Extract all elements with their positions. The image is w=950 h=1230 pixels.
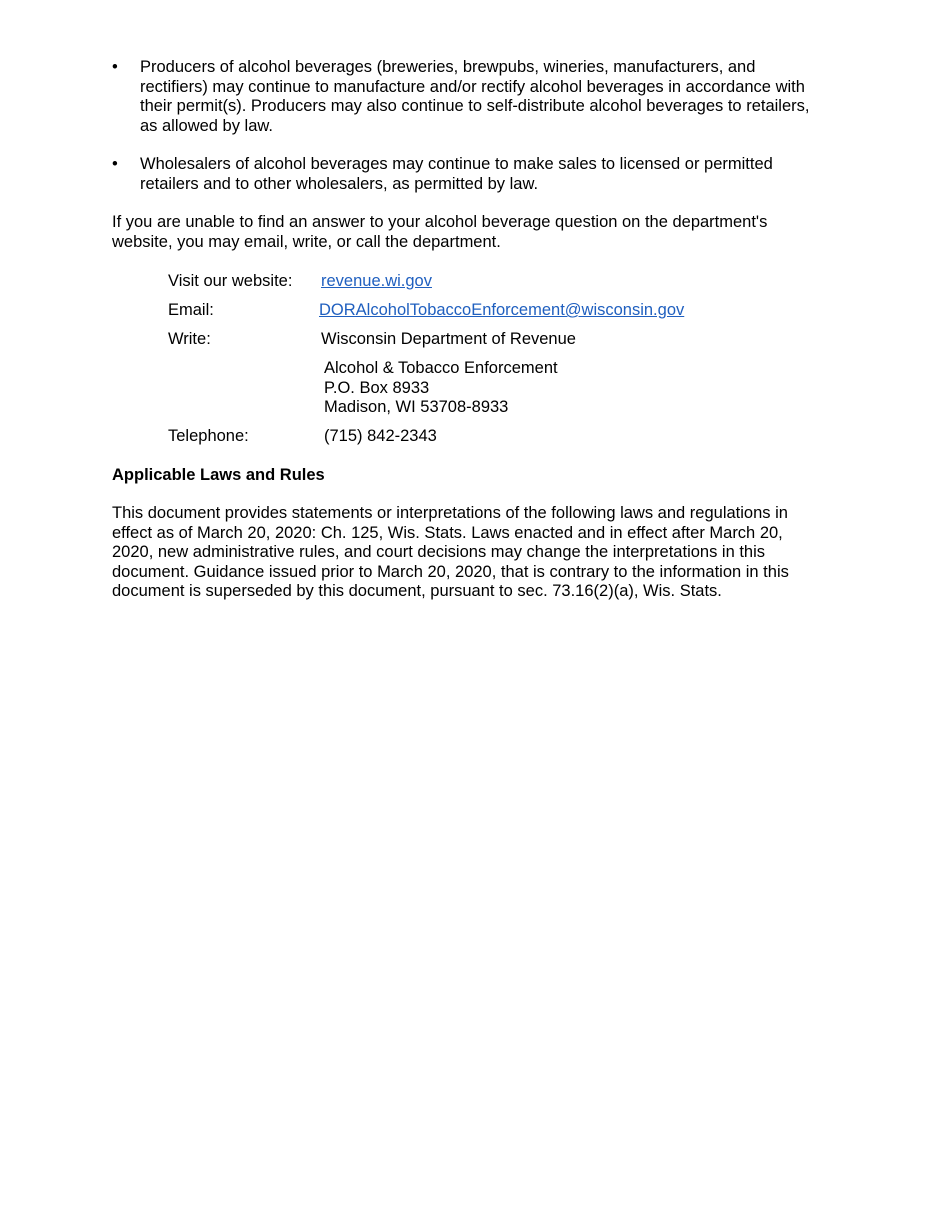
bullet-marker: • — [112, 58, 118, 76]
bullet-line: rectifiers) may continue to manufacture and/or rectify alcohol beverages in accordance with — [140, 77, 805, 96]
bullet-text — [140, 58, 842, 136]
laws-line: document. Guidance issued prior to March 20, 2020, that is contrary to the information in this — [112, 562, 789, 581]
email-link[interactable]: DORAlcoholTobaccoEnforcement@wisconsin.gov — [319, 301, 685, 319]
intro-paragraph — [112, 213, 832, 252]
laws-heading: Applicable Laws and Rules — [112, 466, 325, 484]
laws-line: This document provides statements or interpretations of the following laws and regulations in — [112, 504, 788, 522]
laws-line: 2020, new administrative rules, and court decisions may change the interpretations in this — [112, 543, 766, 561]
laws-line: document is superseded by this document, pursuant to sec. 73.16(2)(a), Wis. Stats. — [112, 582, 722, 600]
telephone-value: (715) 842-2343 — [324, 427, 437, 445]
bullet-item-wholesalers — [112, 155, 842, 195]
laws-paragraph — [112, 504, 832, 602]
bullet-text — [140, 155, 842, 194]
write-label: Write: — [168, 330, 211, 348]
address-line: Madison, WI 53708-8933 — [324, 398, 509, 416]
write-value: Wisconsin Department of Revenue — [321, 330, 576, 348]
bullet-line: their permit(s). Producers may also continue to self-distribute alcohol beverages to retailers, — [140, 97, 810, 115]
laws-line: effect as of March 20, 2020: Ch. 125, Wis. Stats. Laws enacted and in effect after March 20, — [112, 523, 783, 542]
telephone-label: Telephone: — [168, 427, 249, 445]
bullet-line: Producers of alcohol beverages (breweries, brewpubs, wineries, manufacturers, and — [140, 58, 756, 76]
bullet-line: Wholesalers of alcohol beverages may continue to make sales to licensed or permitted — [140, 155, 773, 173]
website-link[interactable]: revenue.wi.gov — [321, 272, 432, 290]
bullet-line: as allowed by law. — [140, 116, 273, 135]
mailing-address — [324, 359, 558, 418]
bullet-item-producers — [112, 58, 842, 138]
intro-line: If you are unable to find an answer to your alcohol beverage question on the department's — [112, 213, 768, 231]
bullet-marker: • — [112, 155, 118, 173]
email-label: Email: — [168, 301, 214, 319]
intro-line: website, you may email, write, or call the department. — [112, 232, 501, 251]
address-line: P.O. Box 8933 — [324, 378, 430, 397]
address-line: Alcohol & Tobacco Enforcement — [324, 359, 558, 377]
bullet-line: retailers and to other wholesalers, as permitted by law. — [140, 174, 539, 193]
website-label: Visit our website: — [168, 272, 293, 290]
